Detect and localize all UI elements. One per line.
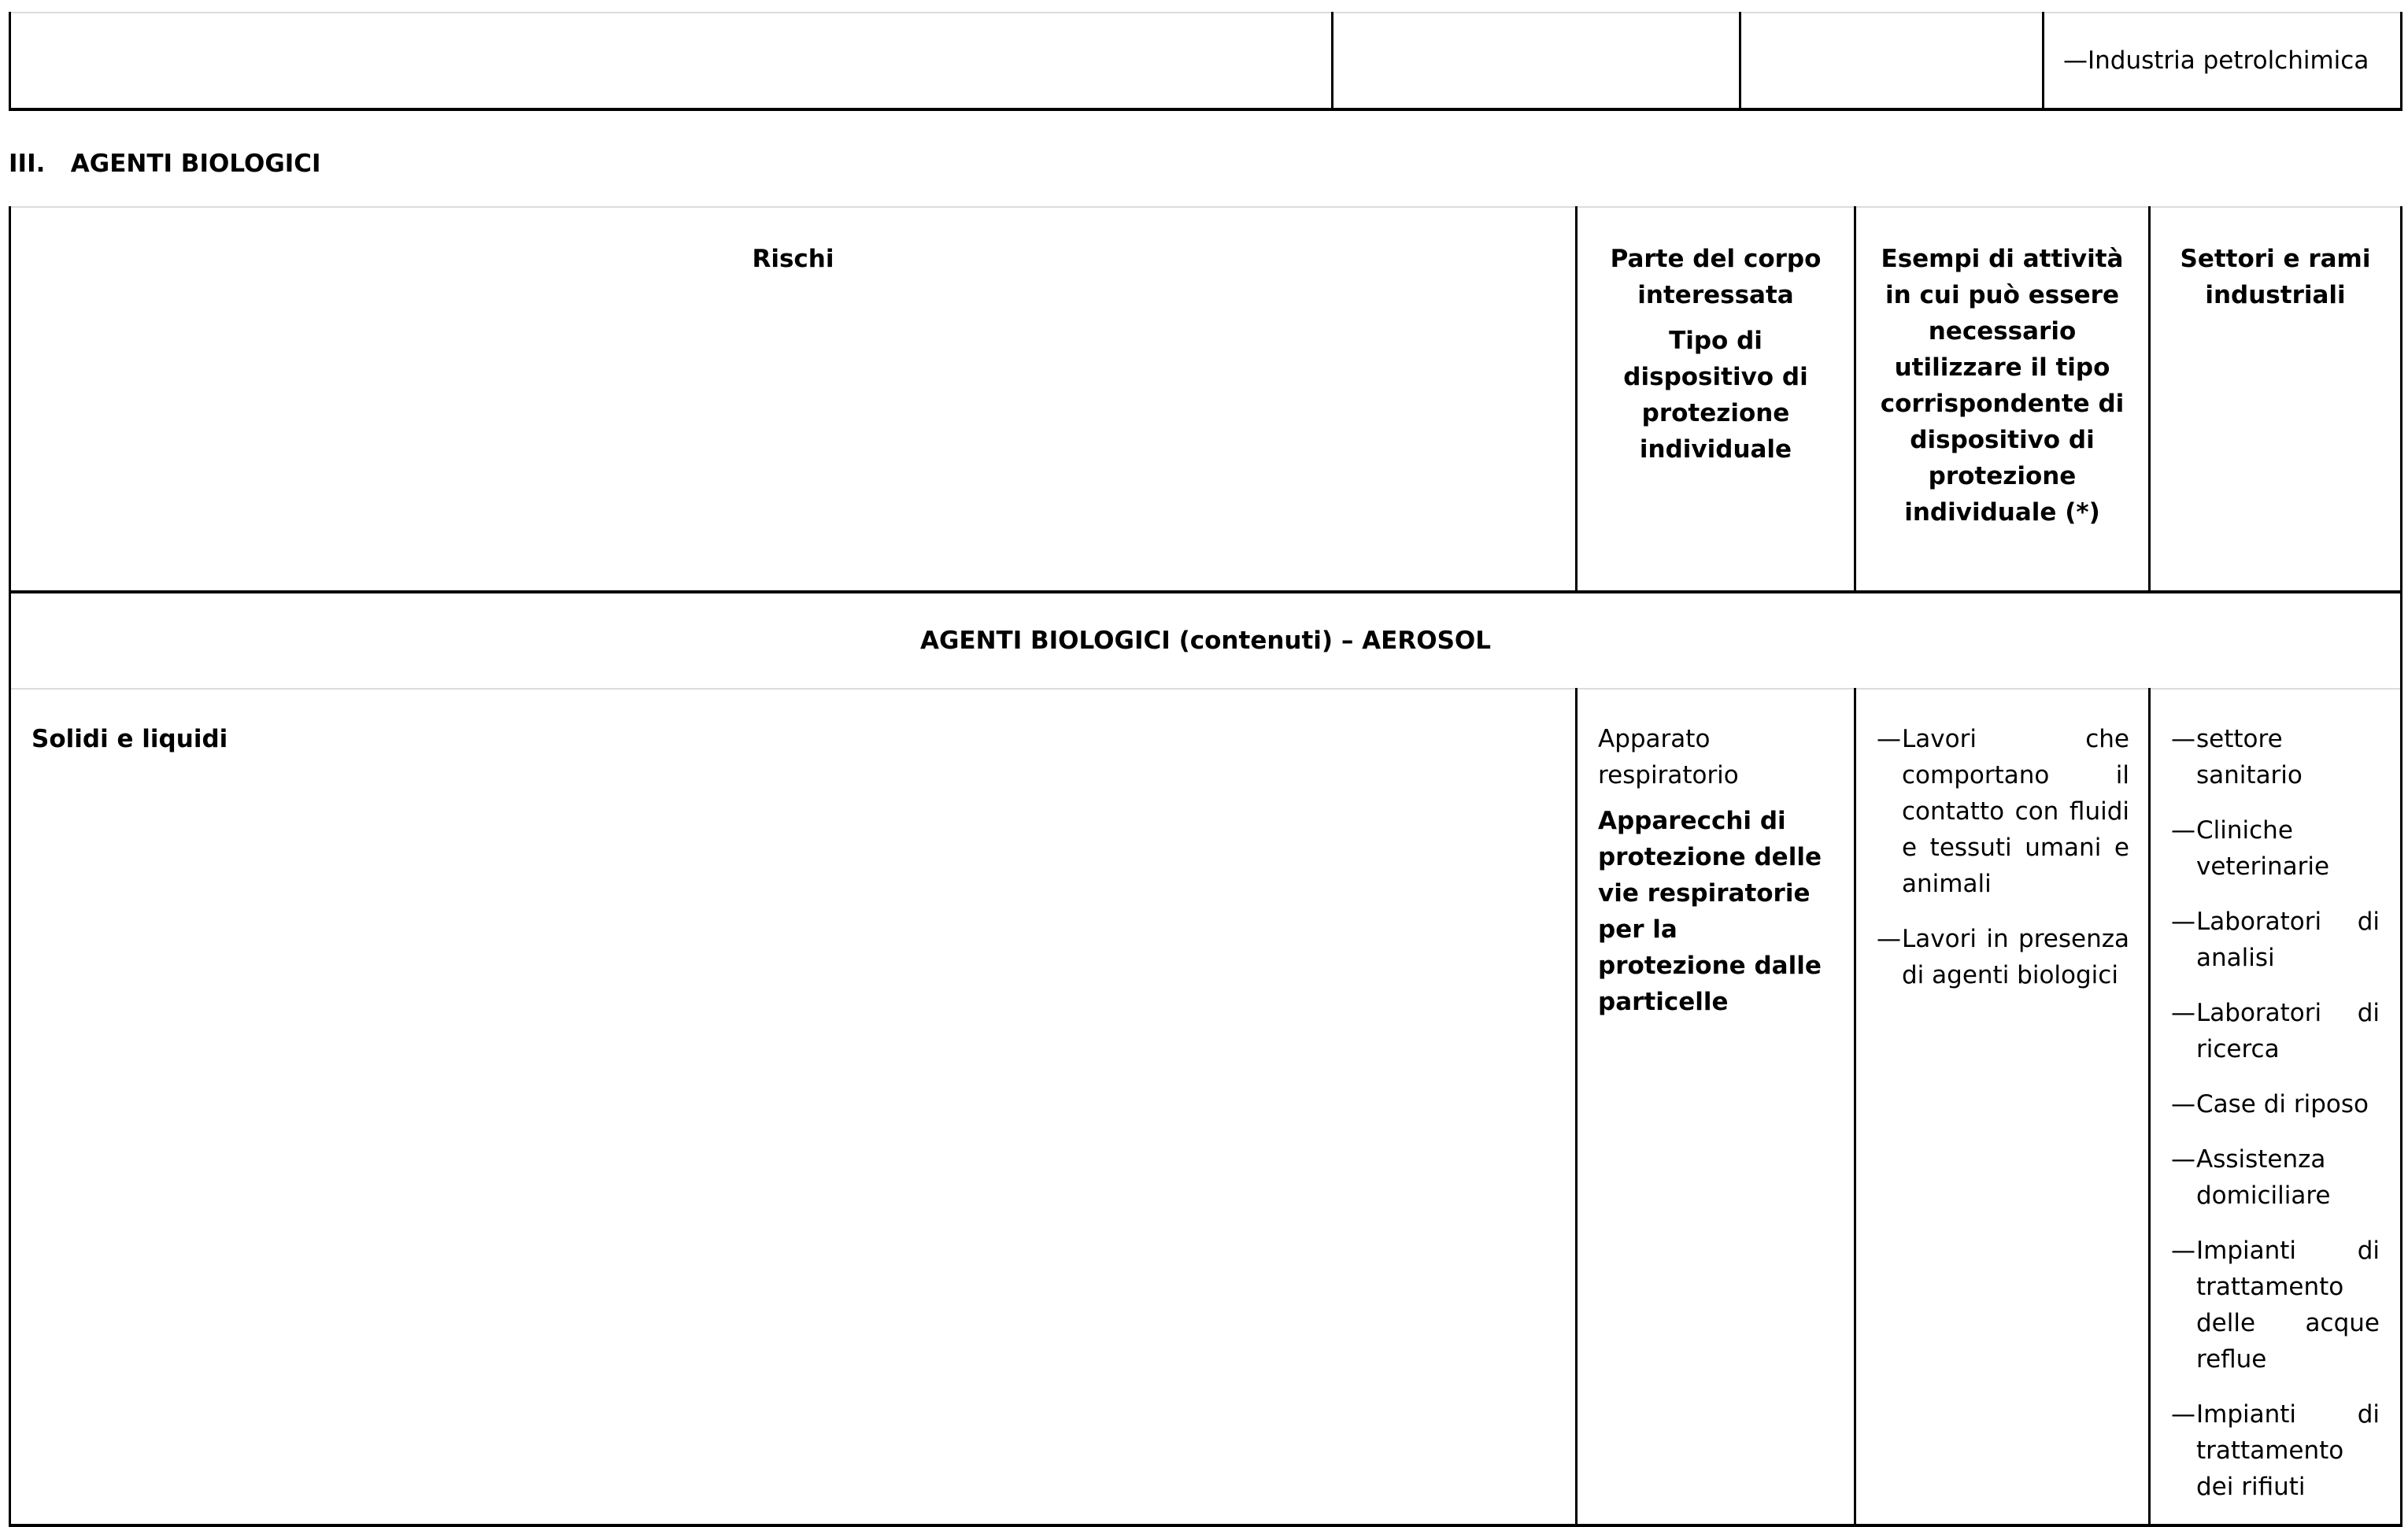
cell-activities [1855,689,2150,1525]
header-activities: Esempi di attività in cui può essere necessario utilizzare il tipo corrispondente di dispositivo di protezione individuale (*) [1855,207,2150,592]
cell-body-part [1577,689,1855,1525]
fragment-sector-label: Industria petrolchimica [2088,46,2369,75]
fragment-cell-4: —Industria petrolchimica [2044,13,2402,109]
biological-agents-table [9,206,2402,1527]
previous-table-last-row [10,13,2402,109]
header-body-part-label: Parte del corpo interessata [1610,245,1822,309]
section-number: III. [9,150,46,178]
rischi-value: Solidi e liquidi [31,725,228,753]
device-value: Apparecchi di protezione delle vie respiratorie per la protezione dalle particelle [1598,807,1822,1016]
section-row [10,592,2402,689]
cell-sectors [2150,689,2402,1525]
list-item: — Lavori in presenza di agenti biologici [1877,921,2129,993]
list-item: — Impianti di trattamento delle acque reflue [2171,1233,2380,1377]
body-part-value: Apparato respiratorio [1598,725,1739,789]
section-title: AGENTI BIOLOGICI [70,150,321,178]
header-rischi: Rischi [10,207,1577,592]
list-item: — Lavori che comportano il contatto con fluidi e tessuti umani e animali [1877,721,2129,902]
list-item: — Cliniche veterinarie [2171,812,2380,885]
list-item: — Impianti di trattamento dei rifiuti [2171,1396,2380,1505]
list-item: — Assistenza domiciliare [2171,1141,2380,1214]
header-sectors: Settori e rami industriali [2150,207,2402,592]
header-row [10,207,2402,592]
fragment-cell-2 [1333,13,1740,109]
activities-list [1877,721,2129,993]
list-item: — settore sanitario [2171,721,2380,793]
list-item: — Laboratori di ricerca [2171,995,2380,1067]
header-body-part [1577,207,1855,592]
list-item: — Laboratori di analisi [2171,904,2380,976]
fragment-cell-3 [1740,13,2044,109]
section-heading [9,150,321,178]
header-device-type-label: Tipo di dispositivo di protezione individuale [1623,327,1808,464]
fragment-cell-1 [10,13,1333,109]
list-item: — Case di riposo [2171,1086,2380,1122]
sectors-list [2171,721,2380,1505]
section-row-label: AGENTI BIOLOGICI (contenuti) – AEROSOL [10,592,2402,689]
table-row [10,689,2402,1525]
previous-table-fragment [9,12,2402,111]
cell-rischi [10,689,1577,1525]
